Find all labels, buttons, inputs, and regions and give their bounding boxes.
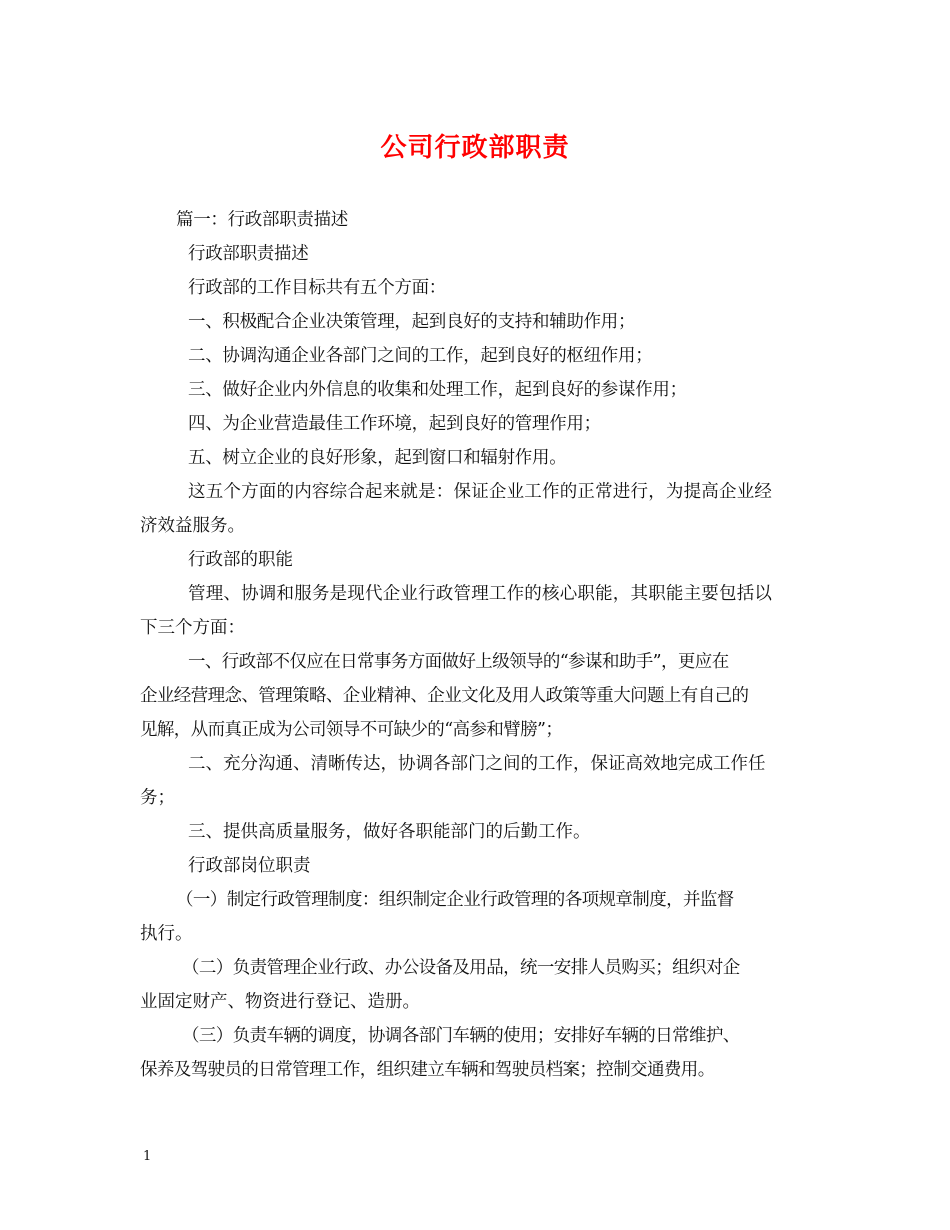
paragraph-line: （一）制定行政管理制度：组织制定企业行政管理的各项规章制度，并监督 (176, 890, 734, 910)
paragraph-line: 执行。 (140, 924, 193, 944)
paragraph-line: 行政部的职能 (188, 550, 293, 570)
paragraph-line: 一、积极配合企业决策管理，起到良好的支持和辅助作用； (188, 312, 636, 332)
paragraph-line: 五、树立企业的良好形象，起到窗口和辐射作用。 (188, 448, 567, 468)
paragraph-line: 行政部职责描述 (188, 244, 309, 264)
paragraph-line: 管理、协调和服务是现代企业行政管理工作的核心职能，其职能主要包括以 (188, 584, 773, 604)
paragraph-line: 行政部岗位职责 (188, 856, 311, 876)
paragraph-line: 企业经营理念、管理策略、企业精神、企业文化及用人政策等重大问题上有自己的 (140, 686, 749, 706)
paragraph-line: 三、做好企业内外信息的收集和处理工作，起到良好的参谋作用； (188, 380, 687, 400)
paragraph-line: 二、协调沟通企业各部门之间的工作，起到良好的枢纽作用； (188, 346, 653, 366)
paragraph-line: 下三个方面： (140, 618, 245, 638)
paragraph-line: （二）负责管理企业行政、办公设备及用品，统一安排人员购买；组织对企 (182, 958, 740, 978)
paragraph-line: 保养及驾驶员的日常管理工作，组织建立车辆和驾驶员档案；控制交通费用。 (140, 1060, 715, 1080)
document-title: 公司行政部职责 (380, 133, 570, 163)
paragraph-line: 二、充分沟通、清晰传达，协调各部门之间的工作，保证高效地完成工作任 (188, 754, 766, 774)
paragraph-line: 济效益服务。 (140, 516, 245, 536)
paragraph-line: 行政部的工作目标共有五个方面： (188, 278, 446, 298)
page-number: 1 (143, 1149, 152, 1164)
paragraph-line: 这五个方面的内容综合起来就是：保证企业工作的正常进行，为提高企业经 (188, 482, 773, 502)
paragraph-line: 务； (140, 788, 175, 808)
paragraph-line: 一、行政部不仅应在日常事务方面做好上级领导的“参谋和助手”，更应在 (188, 652, 729, 672)
paragraph-line: 三、提供高质量服务，做好各职能部门的后勤工作。 (188, 822, 591, 842)
paragraph-line: 业固定财产、物资进行登记、造册。 (140, 992, 420, 1012)
paragraph-line: 见解，从而真正成为公司领导不可缺少的“高参和臂膀”； (140, 720, 563, 740)
paragraph-line: 四、为企业营造最佳工作环境，起到良好的管理作用； (188, 414, 601, 434)
paragraph-line: 篇一：行政部职责描述 (176, 210, 348, 230)
document-body (140, 203, 812, 1087)
paragraph-line: （三）负责车辆的调度，协调各部门车辆的使用；安排好车辆的日常维护、 (182, 1026, 740, 1046)
